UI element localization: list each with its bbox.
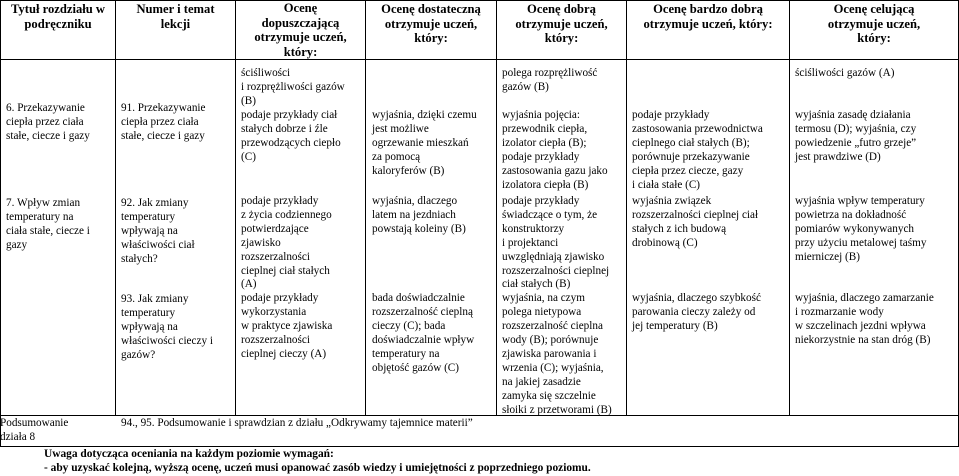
header-bottom-border — [0, 59, 959, 60]
header-chapter-title: Tytuł rozdziału w podręczniku — [11, 2, 105, 31]
summary-bottom-border — [0, 446, 959, 447]
col-divider-3 — [235, 0, 236, 416]
dobra-item: wyjaśnia pojęcia: przewodnik ciepła, izolator ciepła (B); podaje przykłady zastosowania gazu jako izolatora ciepła (B) — [502, 109, 608, 191]
col-divider-5 — [496, 0, 497, 416]
col-divider-2 — [115, 0, 116, 416]
dostateczna-item: wyjaśnia, dzięki czemu jest możliwe ogrzewanie mieszkań za pomocą kaloryferów (B) — [372, 109, 477, 177]
celujaca-item: wyjaśnia, dlaczego zamarzanie i rozmarzanie wody w szczelinach jezdni wpływa niekorzystnie na stan dróg (B) — [795, 292, 934, 346]
header-grade-dostateczna: Ocenę dostateczną otrzymuje uczeń, który: — [381, 2, 481, 46]
lesson-93: 93. Jak zmiany temperatury wpływają na właściwości cieczy i gazów? — [121, 293, 213, 361]
celujaca-item: wyjaśnia wpływ temperatury powietrza na dokładność pomiarów wykonywanych przy użyciu metalowej taśmy mierniczej (B) — [795, 195, 927, 263]
header-grade-dobra: Ocenę dobrą otrzymuje uczeń, który: — [515, 2, 608, 46]
header-grade-dopuszczajaca: Ocenę dopuszczającą otrzymuje uczeń, który: — [254, 1, 347, 59]
table-top-border — [0, 0, 959, 1]
chapter-6: 6. Przekazywanie ciepła przez ciała stałe, ciecze i gazy — [6, 102, 90, 142]
bardzo-dobra-item: wyjaśnia związek rozszerzalności cieplnej ciał stałych z ich budową drobinową (C) — [632, 195, 759, 249]
dobra-item: polega rozprężliwość gazów (B) — [502, 67, 598, 93]
summary-top-border — [0, 415, 959, 416]
header-grade-celujaca: Ocenę celującą otrzymuje uczeń, który: — [827, 2, 921, 46]
celujaca-item: ściśliwości gazów (A) — [795, 67, 895, 79]
dopuszczajaca-item: ściśliwości i rozprężliwości gazów (B) — [241, 67, 345, 107]
dopuszczajaca-item: podaje przykłady z życia codziennego potwierdzające zjawisko rozszerzalności cieplnej ciał stałych (A) podaje przykłady wykorzystania w praktyce zjawiska rozszerzalności cieplnej cieczy (A) — [241, 195, 333, 360]
col-divider-6 — [626, 0, 627, 416]
summary-lessons: 94., 95. Podsumowanie i sprawdzian z działu „Odkrywamy tajemnice materii” — [121, 417, 473, 429]
header-lesson-number: Numer i temat lekcji — [136, 2, 215, 31]
grading-note-text: - aby uzyskać kolejną, wyższą ocenę, uczeń musi opanować zasób wiedzy i umiejętności z poprzedniego poziomu. — [44, 462, 591, 474]
dobra-item: podaje przykłady świadczące o tym, że konstruktorzy i projektanci uwzględniają zjawisko rozszerzalności cieplnej ciał stałych (B) wyjaśnia, na czym polega nietypowa rozszerzalność cieplna wody (B); porównuje zjawiska parowania i wrzenia (C); wyjaśnia, na jakiej zasadzie zamyka się szczelnie słoiki z przetworami (B) — [502, 195, 612, 416]
dostateczna-item: bada doświadczalnie rozszerzalność cieplną cieczy (C); bada doświadczalnie wpływ temperatury na objętość gazów (C) — [372, 292, 475, 374]
lesson-91: 91. Przekazywanie ciepła przez ciała stałe, ciecze i gazy — [121, 102, 206, 142]
summary-label: Podsumowanie działa 8 — [0, 417, 69, 443]
lesson-92: 92. Jak zmiany temperatury wpływają na właściwości ciał stałych? — [121, 197, 195, 265]
dostateczna-item: wyjaśnia, dlaczego latem na jezdniach powstają koleiny (B) — [372, 195, 466, 235]
header-grade-bardzo-dobra: Ocenę bardzo dobrą otrzymuje uczeń, który: — [643, 2, 773, 31]
chapter-7: 7. Wpływ zmian temperatury na ciała stałe, ciecze i gazy — [6, 197, 90, 251]
celujaca-item: wyjaśnia zasadę działania termosu (D); wyjaśnia, czy powiedzenie „futro grzeje” jest prawdziwe (D) — [795, 109, 917, 163]
col-divider-4 — [365, 0, 366, 416]
col-divider-7 — [789, 0, 790, 416]
bardzo-dobra-item: wyjaśnia, dlaczego szybkość parowania cieczy zależy od jej temperatury (B) — [632, 292, 761, 332]
bardzo-dobra-item: podaje przykłady zastosowania przewodnictwa cieplnego ciał stałych (B); porównuje przekazywanie ciepła przez ciecze, gazy i ciała stałe (C) — [632, 109, 763, 191]
dopuszczajaca-item: podaje przykłady ciał stałych dobrze i źle przewodzących ciepło (C) — [241, 109, 341, 163]
grading-note-title: Uwaga dotycząca oceniania na każdym poziomie wymagań: — [44, 448, 334, 460]
col-divider-1 — [0, 0, 1, 447]
